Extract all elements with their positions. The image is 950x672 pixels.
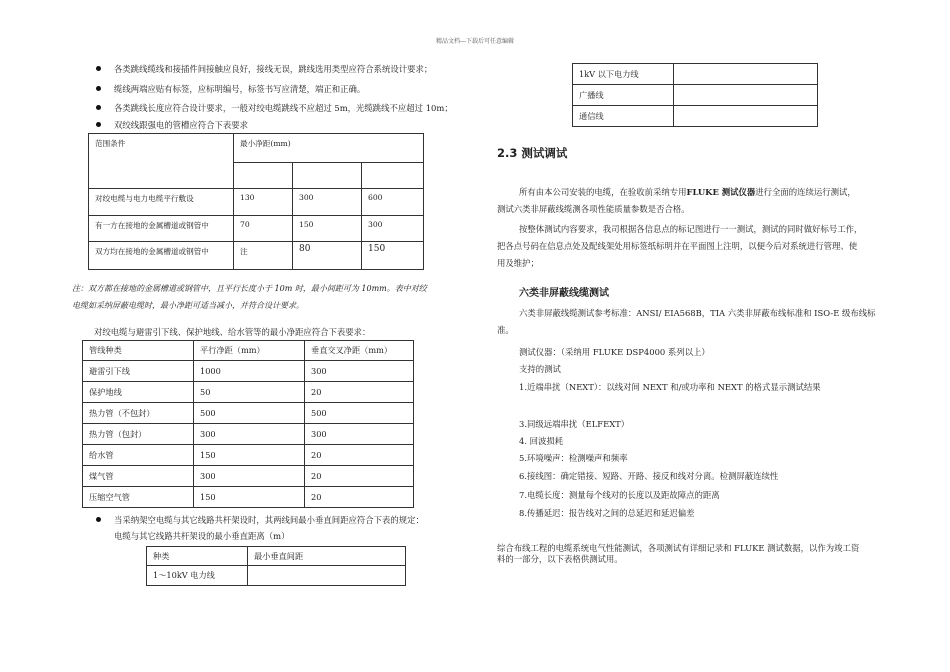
bullet-icon [96,517,101,522]
bullet-icon [96,105,101,110]
test-item: 7.电缆长度：测量每个线对的长度以及距故障点的距离 [519,490,720,500]
separation-table-pipes [82,340,414,508]
table-row: 热力管（包封） 300 300 [83,424,414,445]
table-header-cell: 最小净距(mm) [234,134,424,163]
table-row: 有一方在接地的金属槽道或钢管中 70 150 300 [89,216,424,242]
table-intro: 对绞电缆与避雷引下线、保护地线、给水管等的最小净距应符合下表要求： [94,327,371,337]
paragraph-final: 综合布线工程的电缆系统电气性能测试，各项测试有详细记录和 FLUKE 测试数据，以作为竣工资 料的一部分，以下表格供测试用。 [497,543,860,564]
overhead-line-table [146,546,406,586]
bullet-text: 双绞线跟强电的管槽应符合下表要求 [114,120,248,130]
paragraph-procedure: 按整体测试内容要求，我司根据各信息点的标记图进行一一测试，测试的同时做好标号工作， 把各点号码在信息点处及配线架处用标签纸标明并在平面图上注明，以便今后对系统进行管理、使 用及维护； [497,224,863,268]
table-header-cell: 种类 [147,547,248,566]
table-row: 避雷引下线 1000 300 [83,361,414,382]
table-row: 对绞电缆与电力电缆平行敷设 130 300 600 [89,189,424,216]
table-row: 压缩空气管 150 20 [83,487,414,508]
bullet-icon [96,122,101,127]
table-note: 注：双方都在接地的金属槽道或钢管中，且平行长度小于 10m 时，最小间距可为 10mm。表中对绞 电缆如采纳屏蔽电缆时，最小净距可适当减小，并符合设计要求。 [72,284,427,310]
table-row: 1～10kV 电力线 [147,566,406,586]
test-item: 3.同级远端串扰（ELFEXT） [519,419,630,429]
supported-tests-label: 支持的测试 [519,364,561,374]
test-item: 6.接线图：确定错接、短路、开路、接反和线对分离。检测屏蔽连续性 [519,471,779,481]
table-row: 煤气管 300 20 [83,466,414,487]
test-item: 5.环境噪声：检测噪声和频率 [519,453,628,463]
table-row: 1kV 以下电力线 [573,64,818,85]
table-header-cell: 平行净距（mm） [194,341,305,361]
table-header-cell: 垂直交叉净距（mm） [305,341,414,361]
bullet-icon [96,86,101,91]
table-row: 给水管 150 20 [83,445,414,466]
paragraph-standard: 六类非屏蔽线缆测试参考标准：ANSI/ EIA568B，TIA 六类非屏蔽布线标准和 ISO-E 级布线标 准。 [497,308,876,335]
separation-table-power [88,133,424,270]
page-header: 精品文档---下载后可任意编辑 [435,38,515,45]
table-row: 热力管（不包封） 500 500 [83,403,414,424]
table-caption: 电缆与其它线路共杆架设的最小垂直距离（m） [114,531,290,541]
table-row: 保护地线 50 20 [83,382,414,403]
test-item: 1.近端串扰（NEXT）：以线对间 NEXT 和/或功率和 NEXT 的格式显示测试结果 [519,382,821,392]
test-instrument: 测试仪器：（采纳用 FLUKE DSP4000 系列以上） [519,347,710,357]
paragraph-intro: 所有由本公司安装的电缆，在验收前采纳专用FLUKE 测试仪器进行全面的连续运行测试， 测试六类非屏蔽线缆测各项性能质量参数是否合格。 [497,187,856,214]
section-title: 2.3 测试调试 [497,146,568,160]
test-item: 4. 回波损耗 [519,436,564,446]
table-row: 通信线 [573,106,818,127]
table-header-cell: 管线种类 [83,341,194,361]
bullet-text: 各类跳线缆线和接插件间接触应良好，接线无误，跳线选用类型应符合系统设计要求； [114,64,433,74]
table-row: 广播线 [573,85,818,106]
bullet-text: 当采纳架空电缆与其它线路共杆架设时，其两线间最小垂直间距应符合下表的规定： [114,515,424,525]
table-header-cell: 范围条件 [89,134,234,189]
table-header-cell: 最小垂直间距 [248,547,406,566]
test-item: 8.传播延迟：报告线对之间的总延迟和延迟偏差 [519,508,695,518]
bullet-text: 缆线两端应贴有标签，应标明编号，标签书写应清楚，端正和正确。 [114,84,366,94]
bullet-icon [96,66,101,71]
subsection-title: 六类非屏蔽线缆测试 [519,288,609,299]
bullet-text: 各类跳线长度应符合设计要求，一般对绞电缆跳线不应超过 5m，光缆跳线不应超过 10m； [114,103,453,113]
table-row: 双方均在接地的金属槽道或钢管中 注 80 150 [89,242,424,270]
overhead-line-table-continued [572,63,818,127]
